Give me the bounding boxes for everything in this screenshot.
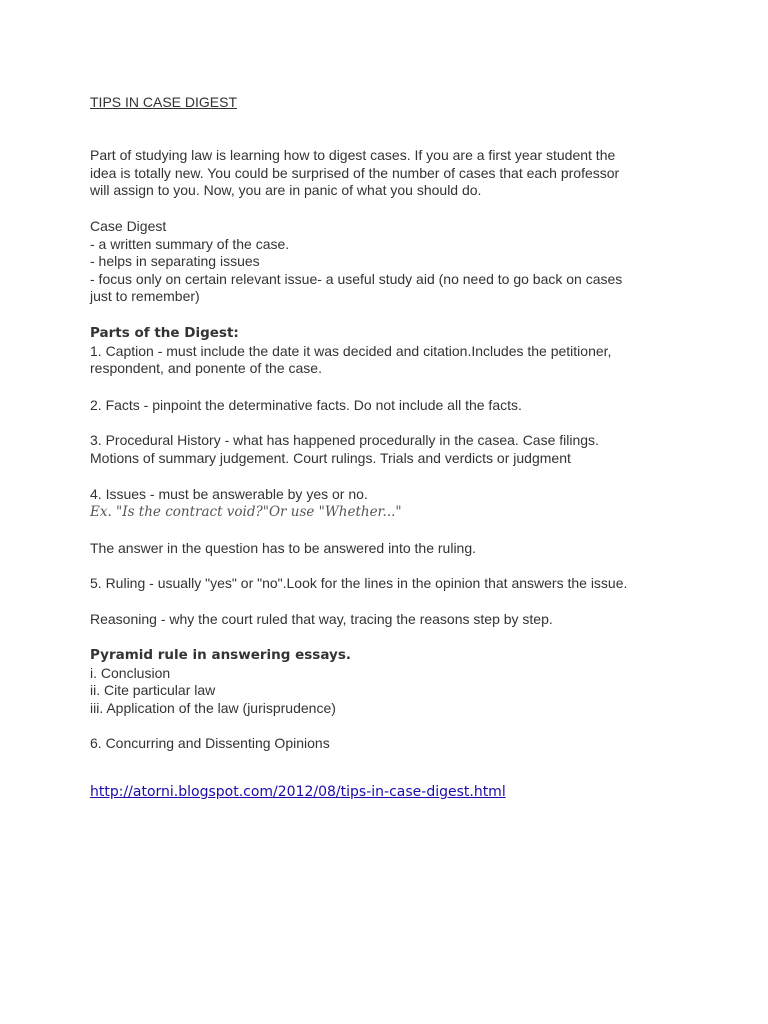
ruling-paragraph: 5. Ruling - usually "yes" or "no".Look for the lines in the opinion that answers the issue. <box>90 575 628 591</box>
issues-example: Ex. "Is the contract void?"Or use "Whether..." <box>90 503 402 520</box>
pyramid-item: iii. Application of the law (jurisprudence) <box>90 699 336 716</box>
issues-section <box>90 486 690 521</box>
intro-line: will assign to you. Now, you are in panic of what you should do. <box>90 182 482 198</box>
document-title: TIPS IN CASE DIGEST <box>90 94 238 110</box>
source-link-row <box>90 783 690 802</box>
caption-line: respondent, and ponente of the case. <box>90 360 322 376</box>
case-digest-item: - helps in separating issues <box>90 253 260 269</box>
intro-line: Part of studying law is learning how to digest cases. If you are a first year student the <box>90 147 616 163</box>
procedural-history <box>90 432 690 467</box>
case-digest-heading: Case Digest <box>90 218 167 234</box>
pyramid-section <box>90 647 690 717</box>
pyramid-item: ii. Cite particular law <box>90 682 216 698</box>
pyramid-heading: Pyramid rule in answering essays. <box>90 647 351 663</box>
case-digest-section <box>90 218 690 306</box>
case-digest-item: - a written summary of the case. <box>90 235 290 252</box>
reasoning-paragraph: Reasoning - why the court ruled that way, tracing the reasons step by step. <box>90 611 553 627</box>
procedural-line: 3. Procedural History - what has happened procedurally in the casea. Case filings. <box>90 432 599 448</box>
case-digest-item: just to remember) <box>90 288 200 304</box>
opinions-paragraph: 6. Concurring and Dissenting Opinions <box>90 735 330 751</box>
caption-line: 1. Caption - must include the date it was decided and citation.Includes the petitioner, <box>90 342 612 359</box>
case-digest-item: - focus only on certain relevant issue- a useful study aid (no need to go back on cases <box>90 270 623 287</box>
issues-line: 4. Issues - must be answerable by yes or no. <box>90 486 368 502</box>
parts-section <box>90 325 690 378</box>
parts-heading: Parts of the Digest: <box>90 325 239 341</box>
facts-paragraph: 2. Facts - pinpoint the determinative facts. Do not include all the facts. <box>90 397 522 413</box>
source-link[interactable]: http://atorni.blogspot.com/2012/08/tips-in-case-digest.html <box>90 784 506 800</box>
intro-line: idea is totally new. You could be surprised of the number of cases that each professor <box>90 164 620 181</box>
answer-paragraph: The answer in the question has to be answered into the ruling. <box>90 540 477 556</box>
procedural-line: Motions of summary judgement. Court rulings. Trials and verdicts or judgment <box>90 449 571 466</box>
intro-paragraph <box>90 147 690 200</box>
pyramid-item: i. Conclusion <box>90 664 171 681</box>
